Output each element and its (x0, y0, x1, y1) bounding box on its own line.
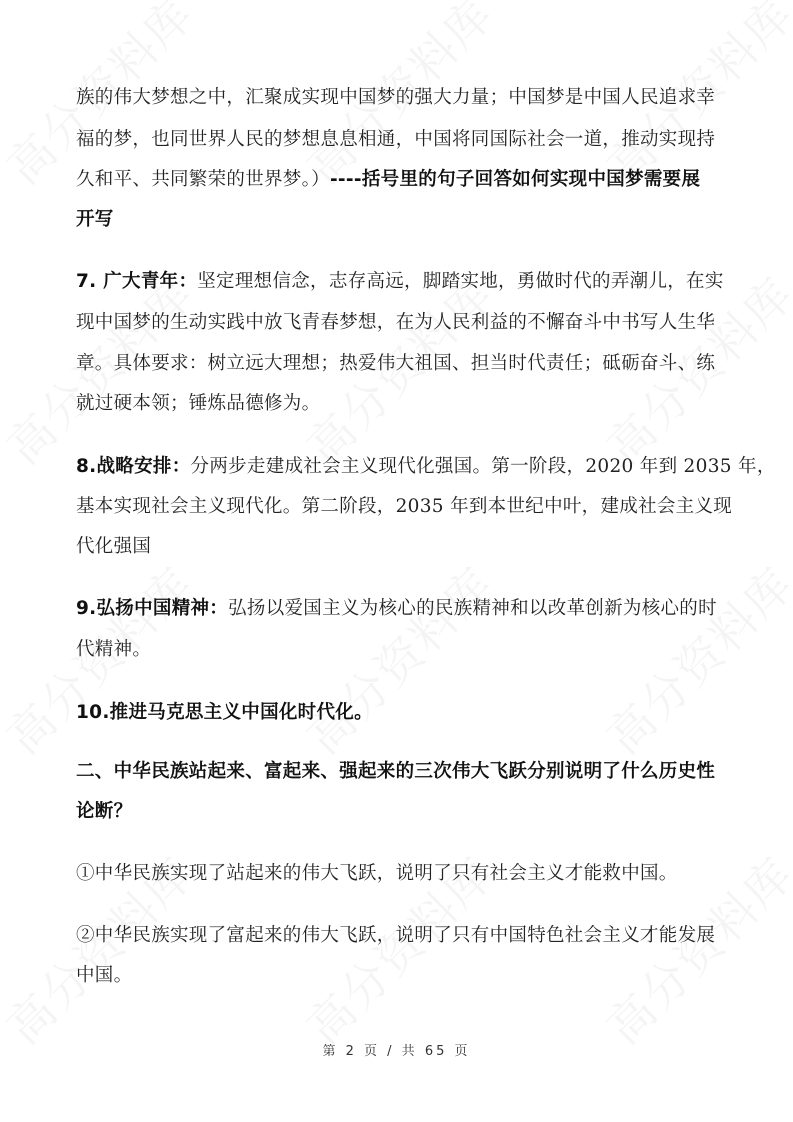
text-line: 代化强国 (76, 536, 152, 557)
text-line (76, 597, 717, 621)
text-line: 族的伟大梦想之中，汇聚成实现中国梦的强大力量；中国梦是中国人民追求幸 (76, 87, 716, 108)
text-line: 基本实现社会主义现代化。第二阶段，2035 年到本世纪中叶，建成社会主义现 (76, 496, 733, 517)
text-line: 章。具体要求：树立远大理想；热爱伟大祖国、担当时代责任；砥砺奋斗、练 (76, 353, 716, 374)
item-label: 9.弘扬中国精神： (76, 598, 229, 619)
item-text: 分两步走建成社会主义现代化强国。第一阶段，2020 年到 2035 年， (190, 456, 776, 477)
list-item: ①中华民族实现了站起来的伟大飞跃，说明了只有社会主义才能救中国。 (76, 863, 678, 884)
annotation-bold: 开写 (76, 209, 114, 230)
text-line: 代精神。 (76, 639, 152, 660)
text-line (76, 270, 724, 294)
item-label: 10.推进马克思主义中国化时代化。 (76, 702, 373, 723)
text-line: 就过硬本领；锤炼品德修为。 (76, 393, 321, 414)
text-normal: 久和平、共同繁荣的世界梦。） (76, 169, 330, 190)
watermark (290, 550, 506, 766)
list-item: ②中华民族实现了富起来的伟大飞跃，说明了只有中国特色社会主义才能发展 (76, 925, 716, 946)
list-item: 中国。 (76, 965, 133, 986)
text-line: 福的梦，也同世界人民的梦想息息相通，中国将同国际社会一道，推动实现持 (76, 129, 716, 150)
section-heading: 二、中华民族站起来、富起来、强起来的三次伟大飞跃分别说明了什么历史性 (76, 761, 716, 782)
annotation-bold: ----括号里的句子回答如何实现中国梦需要展 (329, 169, 701, 190)
item-label: 7. 广大青年： (76, 271, 198, 292)
item-text: 坚定理想信念，志存高远，脚踏实地，勇做时代的弄潮儿，在实 (197, 271, 724, 292)
page-indicator: 第 2 页 / 共 65 页 (322, 1044, 471, 1059)
section-heading: 论断？ (76, 801, 133, 822)
text-line (76, 168, 700, 192)
item-label: 8.战略安排： (76, 456, 191, 477)
item-text: 弘扬以爱国主义为核心的民族精神和以改革创新为核心的时 (228, 598, 717, 619)
watermark (590, 550, 793, 766)
text-line (76, 455, 776, 479)
text-line: 现中国梦的生动实践中放飞青春梦想，在为人民利益的不懈奋斗中书写人生华 (76, 312, 716, 333)
